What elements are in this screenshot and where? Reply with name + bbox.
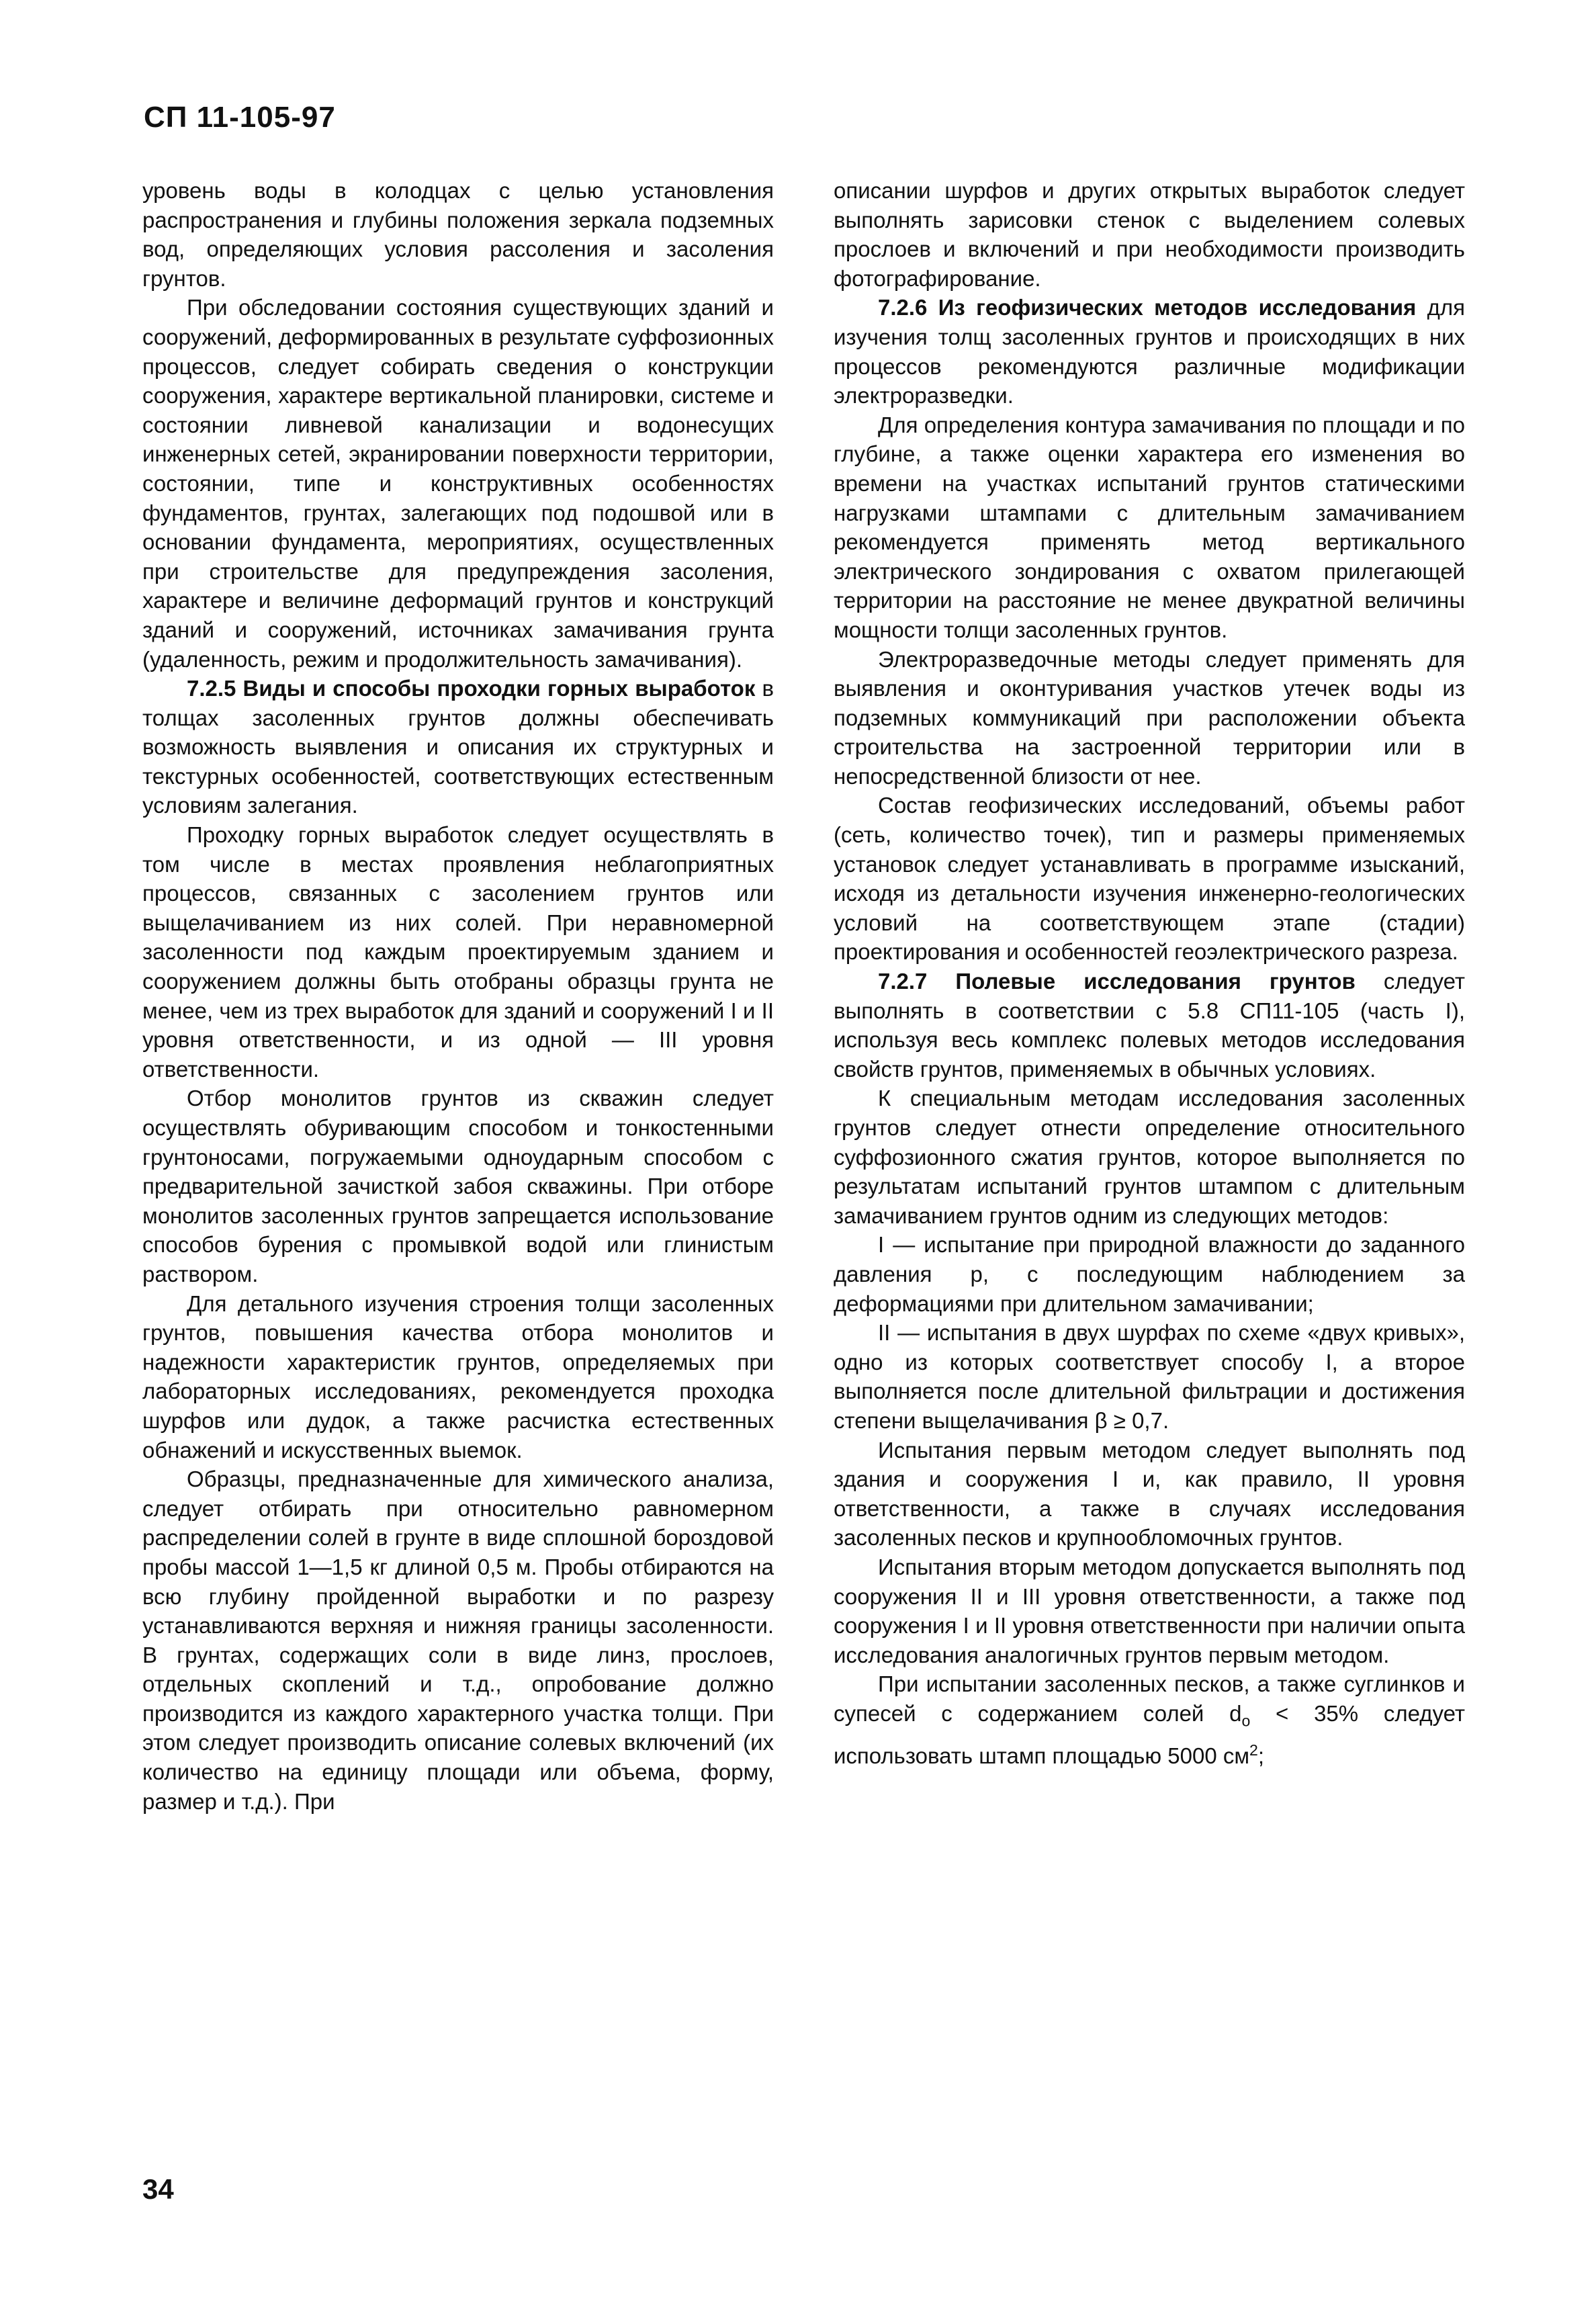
page-number: 34 [142,2173,174,2205]
paragraph: Проходку горных выработок следует осуществлять в том числе в местах проявления неблагоприятных процессов, связанных с засолением грунтов или выщелачиванием из них солей. При неравномерной засоленности под каждым проектируемым зданием и сооружением должны быть отобраны образцы грунта не менее, чем из трех выработок для зданий и сооружений I и II уровня ответственности, и из одной — III уровня ответственности. [142,822,774,1082]
subscript: o [1241,1712,1251,1730]
text-run: ; [1257,1743,1265,1769]
paragraph: При обследовании состояния существующих зданий и сооружений, деформированных в результате суффозионных процессов, следует собирать сведения о конструкции сооружения, характере вертикальной планировки, системе и состоянии ливневой канализации и водонесущих инженерных сетей, экранировании поверхности территории, состоянии, типе и конструктивных особенностях фундаментов, грунтах, залегающих под подошвой или в основании фундамента, мероприятиях, осуществленных при строительстве для предупреждения засоления, характере и величине деформаций грунтов и конструкций зданий и сооружений, источниках замачивания грунта (удаленность, режим и продолжительность замачивания). [142,295,774,672]
method-two-item: II — испытания в двух шурфах по схеме «двух кривых», одно из которых соответствует способу I, а второе выполняется после длительной фильтрации и достижения степени выщелачивания β ≥ 0,7. [834,1320,1465,1433]
paragraph: описании шурфов и других открытых выработок следует выполнять зарисовки стенок с выделением солевых прослоев и включений и при необходимости производить фотографирование. [834,178,1465,291]
paragraph: Для определения контура замачивания по площади и по глубине, а также оценки характера его изменения во времени на участках испытаний грунтов статическими нагрузками штампами с длительным замачиванием рекомендуется применять метод вертикального электрического зондирования с охватом прилегающей территории на расстояние не менее двукратной величины мощности толщи засоленных грунтов. [834,412,1465,642]
paragraph: Образцы, предназначенные для химического анализа, следует отбирать при относительно равномерном распределении солей в грунте в виде сплошной бороздовой пробы массой 1—1,5 кг длиной 0,5 м. Пробы отбираются на всю глубину пройденной выработки и по разрезу устанавливаются верхняя и нижняя границы засоленности. В грунтах, содержащих соли в виде линз, прослоев, отдельных скоплений и т.д., опробование должно производится из каждого характерного участка толщи. При этом следует производить описание солевых включений (их количество на единицу площади или объема, форму, размер и т.д.). При [142,1467,774,1814]
section-heading: 7.2.5 Виды и способы проходки горных выработок [187,676,756,701]
section-7-2-5 [142,674,774,820]
section-text: для изучения толщ засоленных грунтов и происходящих в них процессов рекомендуются различные модификации электроразведки. [834,295,1465,408]
paragraph: уровень воды в колодцах с целью установления распространения и глубины положения зеркала подземных вод, определяющих условия рассоления и засоления грунтов. [142,178,774,291]
left-column [142,176,774,1816]
paragraph: Состав геофизических исследований, объемы работ (сеть, количество точек), тип и размеры применяемых установок следует устанавливать в программе изысканий, исходя из детальности изучения инженерно-геологических условий на соответствующем этапе (стадии) проектирования и особенностей геоэлектрического разреза. [834,793,1465,965]
paragraph: Испытания первым методом следует выполнять под здания и сооружения I и, как правило, II уровня ответственности, а также в случаях исследования засоленных песков и крупнообломочных грунтов. [834,1437,1465,1551]
paragraph: Отбор монолитов грунтов из скважин следует осуществлять обуривающим способом и тонкостенными грунтоносами, погружаемыми одноударным способом с предварительной зачисткой забоя скважины. При отборе монолитов засоленных грунтов запрещается использование способов бурения с промывкой водой или глинистым раствором. [142,1086,774,1286]
paragraph: Для детального изучения строения толщи засоленных грунтов, повышения качества отбора монолитов и надежности характеристик грунтов, определяемых при лабораторных исследованиях, рекомендуется проходка шурфов или дудок, а также расчистка естественных обнажений и искусственных выемок. [142,1291,774,1463]
paragraph: Испытания вторым методом допускается выполнять под сооружения II и III уровня ответственности, а также под сооружения I и II уровня ответственности при наличии опыта исследования аналогичных грунтов первым методом. [834,1554,1465,1667]
paragraph [834,1669,1465,1770]
text-run: При испытании засоленных песков, а также суглинков и супесей с содержанием солей d [834,1671,1465,1726]
section-heading: 7.2.6 Из геофизических методов исследования [878,295,1417,320]
section-7-2-7 [834,967,1465,1084]
superscript: 2 [1249,1741,1258,1759]
text-run: < 35% следует использовать штамп площадью 5000 см [834,1700,1465,1769]
paragraph: Электроразведочные методы следует применять для выявления и оконтуривания участков утечек воды из подземных коммуникаций при расположении объекта строительства на застроенной территории или в непосредственной близости от нее. [834,646,1465,789]
section-7-2-6 [834,293,1465,410]
section-heading: 7.2.7 Полевые исследования грунтов [878,969,1356,994]
paragraph: К специальным методам исследования засоленных грунтов следует отнести определение относительного суффозионного сжатия грунтов, которое выполняется по результатам испытаний грунтов штампом с длительным замачиванием грунтов одним из следующих методов: [834,1086,1465,1228]
section-text: следует выполнять в соответствии с 5.8 СП11-105 (часть I), используя весь комплекс полевых методов исследования свойств грунтов, применяемых в обычных условиях. [834,969,1465,1082]
section-text: в толщах засоленных грунтов должны обеспечивать возможность выявления и описания их структурных и текстурных особенностей, соответствующих естественным условиям залегания. [142,676,774,818]
document-code-header: СП 11-105-97 [144,101,336,134]
right-column [834,176,1465,1771]
method-one-item: I — испытание при природной влажности до заданного давления p, с последующим наблюдением за деформациями при длительном замачивании; [834,1232,1465,1316]
